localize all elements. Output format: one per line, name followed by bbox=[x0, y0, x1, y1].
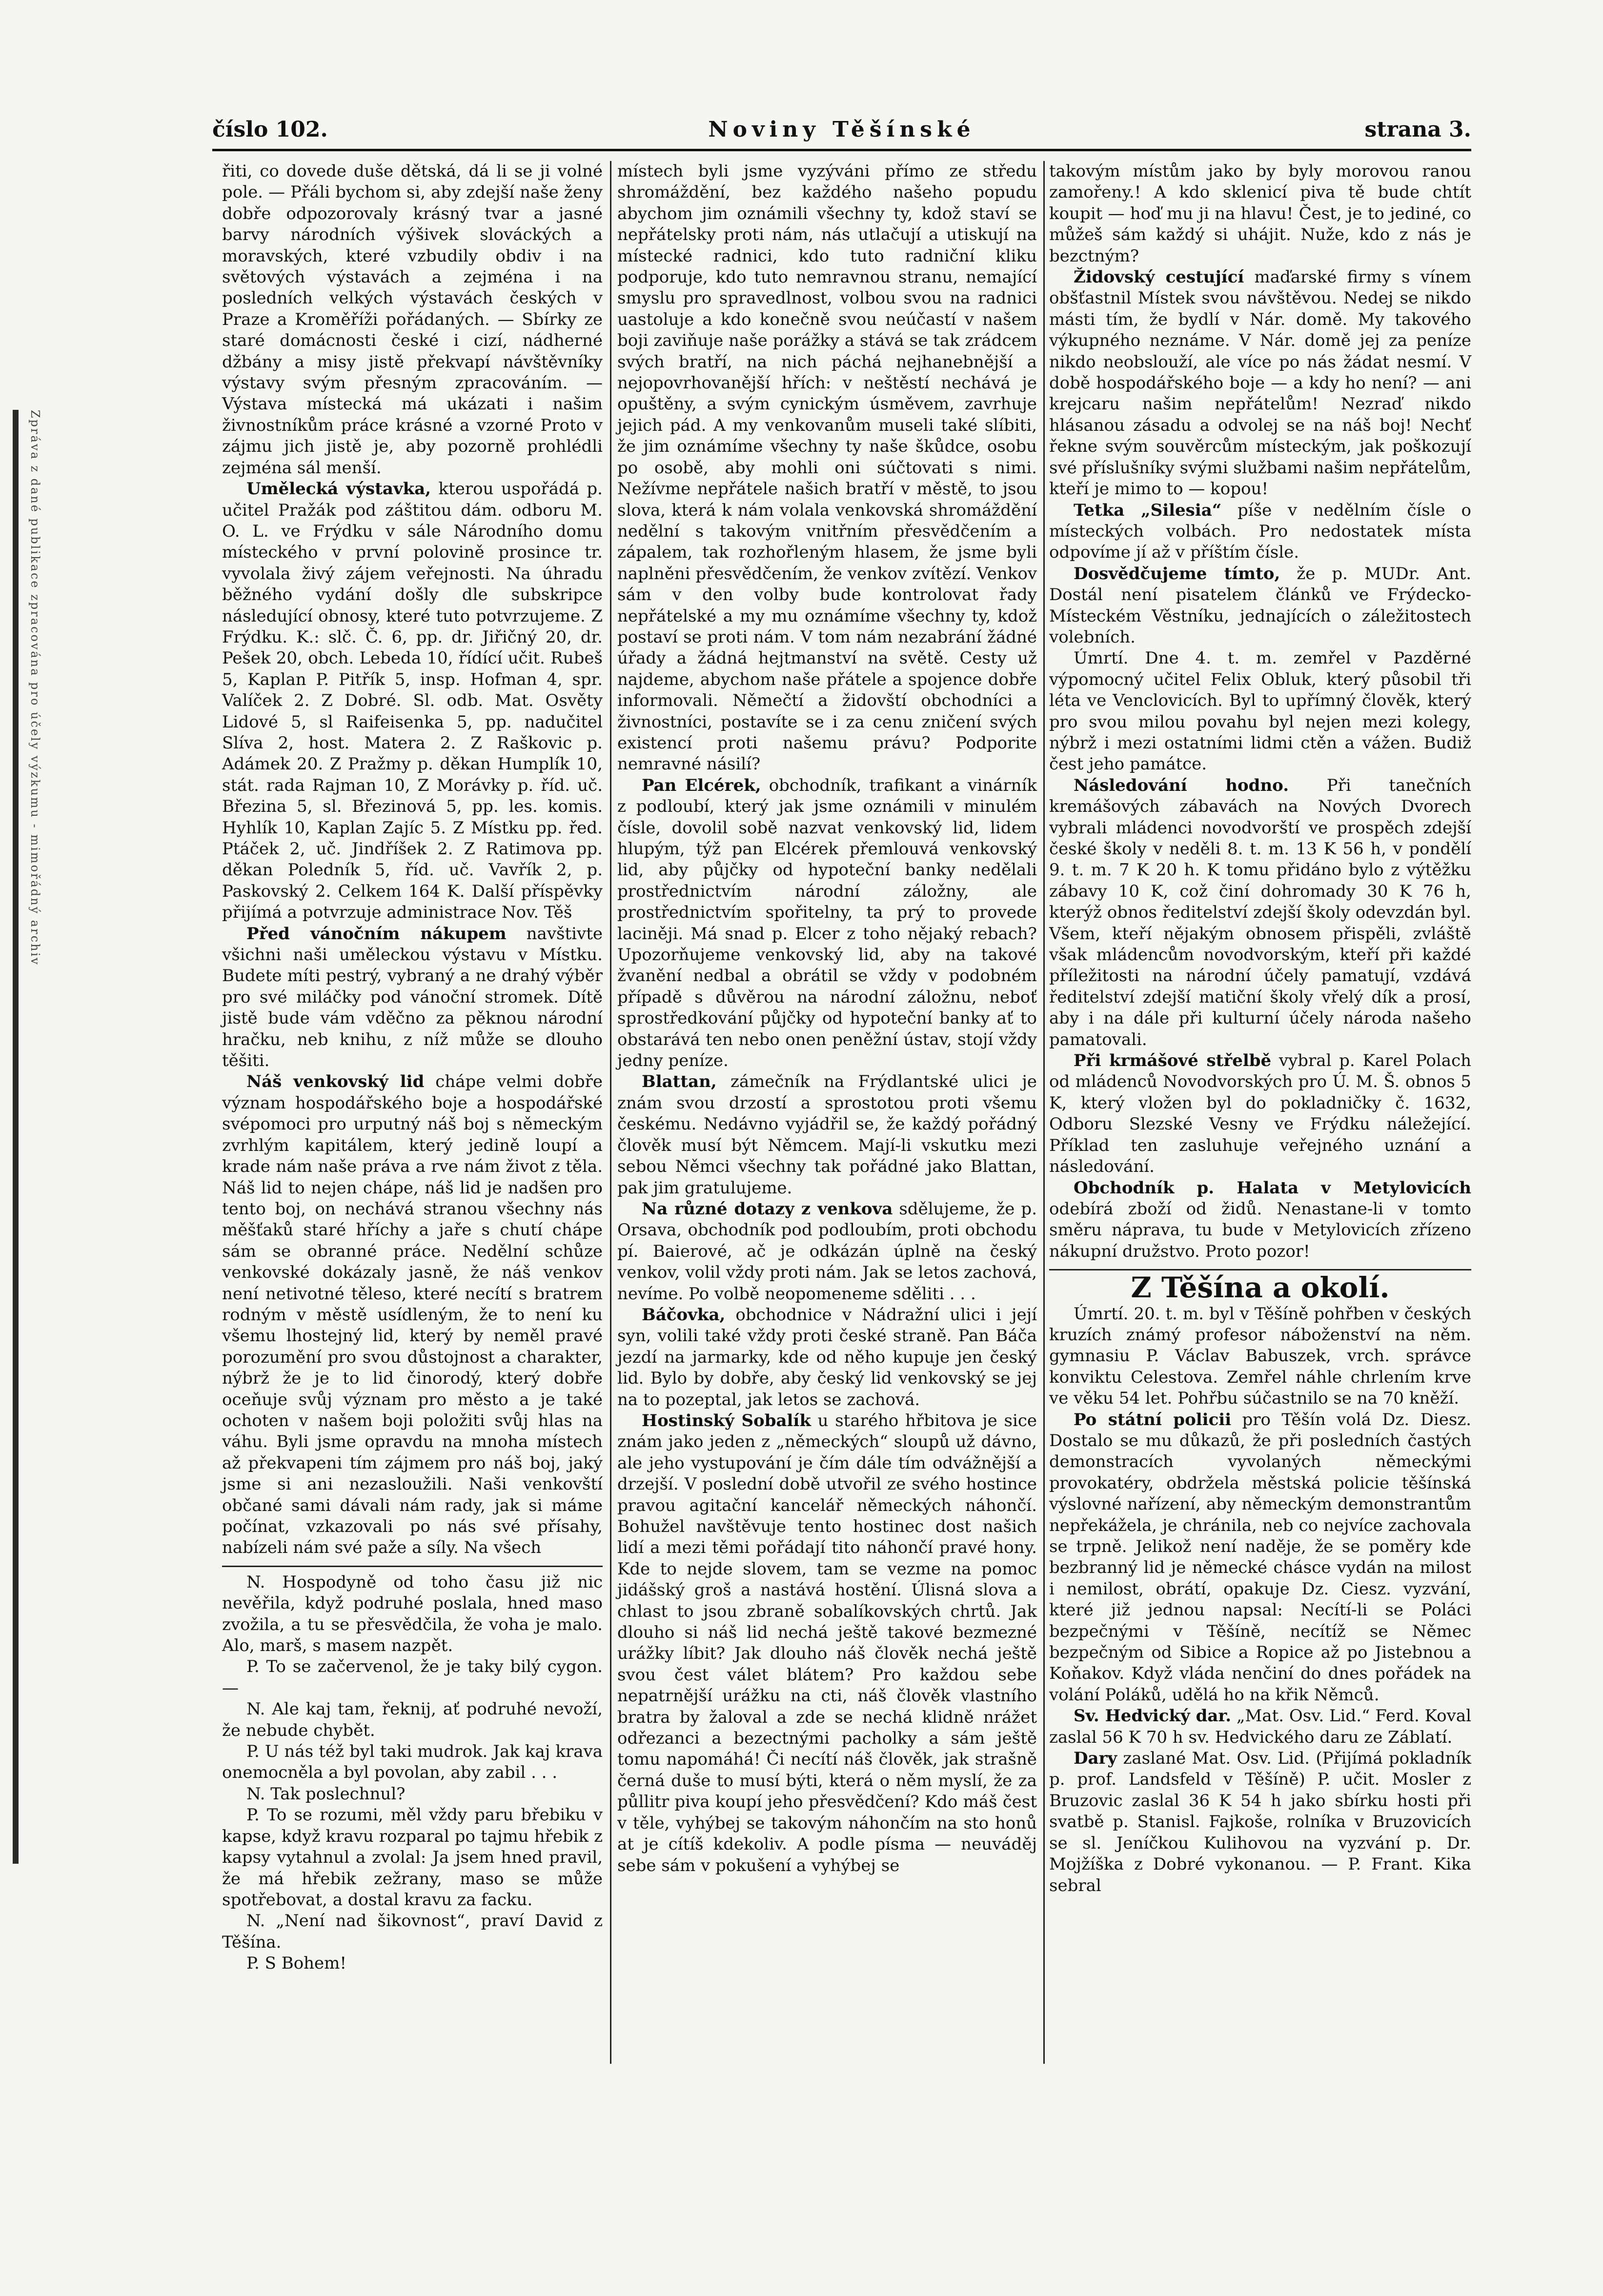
article-lead: Následování hodno. bbox=[1074, 775, 1289, 795]
article-lead: Náš venkovský lid bbox=[246, 1072, 425, 1092]
article-paragraph bbox=[1049, 1050, 1471, 1177]
article-lead: Umělecká výstavka, bbox=[246, 479, 431, 499]
article-lead: Hostinský Sobalík bbox=[642, 1410, 811, 1430]
article-text: maďarské firmy s vínem obšťastnil Místek svou návštěvou. Nedej se nikdo másti tím, že bydlí v Nár. domě. My takového výkupného neznáme. V Nár. domě jej za peníze nikdo neobslouží, ale více po nás žádat nesmí. V době hospodářského boje — a kdy ho není? — ani krejcaru našim nepřátelům! Nezraď nikdo hlásanou zásadu a odvolej se na náš boj! Nechť řekne svým souvěrcům místeckým, jak poškozují své příslušníky svými službami našim nepřátelům, kteří je mimo to — kopou! bbox=[1049, 267, 1471, 499]
margin-stamp-text: Zpráva z dané publikace zpracována pro účely výzkumu - mimořádný archiv bbox=[28, 410, 42, 966]
article-lead: Blattan, bbox=[642, 1072, 717, 1092]
column-3 bbox=[1049, 161, 1471, 1896]
header-rule bbox=[212, 149, 1471, 151]
article-lead: Obchodník p. Halata v Metylovicích bbox=[1074, 1178, 1471, 1198]
page-header bbox=[212, 117, 1471, 146]
article-text: místech byli jsme vyzýváni přímo ze středu shromáždění, bez každého našeho popudu abychom jim oznámili všechny ty, kdož staví se nepřátelsky proti nám, nás utlačují a utiskují na místecké radnici, kdo tuto radniční kliku podporuje, kdo tuto nemravnou stranu, nemající smyslu pro spravedlnost, volbou svou na radnici uastoluje a kdo konečně svou neúčastí v našem boji zaviňuje naše porážky a stává se tak zrádcem svých bratří, na nich páchá nejhanebnější a nejopovrhovanější hřích: v neštěstí nechává je opuštěny, a svým cynickým úsměvem, zavrhuje jejich pád. A my venkovanům museli také slíbiti, že jim oznámíme všechny ty naše škůdce, osobu po osobě, aby mohli oni súčtovati s nimi. Nežívme nepřátele našich bratří v městě, to jsou slova, která k nám volala venkovská shromáždění nedělní s takovým vnitřním přesvědčením a zápalem, tak rozhořleným hlasem, že jsme byli naplněni přesvědčením, že venkov zvítězí. Venkov sám v den volby bude kontrolovat řady nepřátelské a my mu oznámíme všechny ty, kdož postaví se proti nám. V tom nám nezabrání žádné úřady a žádná hejtmanství na světě. Cesty už najdeme, abychom naše přátele a spojence dobře informovali. Němečtí a židovští obchodníci a živnostníci, postavíte se i za cenu zničení svých existencí proti našemu právu? Podporite nemravné násilí? bbox=[617, 161, 1037, 774]
article-paragraph bbox=[1049, 267, 1471, 500]
article-paragraph bbox=[1049, 1706, 1471, 1748]
article-lead: Po státní policii bbox=[1074, 1410, 1232, 1430]
article-paragraph bbox=[1049, 775, 1471, 1050]
article-paragraph bbox=[617, 1410, 1037, 1876]
article-text: Při tanečních kremášových zábavách na Nových Dvorech vybrali mládenci novodvorští ve prospěch zdejší české školy v neděli 8. t. m. 13 K 56 h, v pondělí 9. t. m. 7 K 20 h. K tomu přidáno bylo z výtěžku zábavy 10 K, což činí dohromady 30 K 76 h, kterýž obnos ředitelství zdejší školy odevzdán byl. Všem, kteří nějakým obnosem přispěli, zvláště však mládencům novodvorským, kteří při každé příležitosti na národní účely pamatují, vzdává ředitelství zdejší matiční školy vřelý dík a prosí, aby i na dále při kulturní účely národa našeho pamatovali. bbox=[1049, 775, 1471, 1049]
article-text: „Mat. Osv. Lid.“ Ferd. Koval zaslal 56 K 70 h sv. Hedvického daru ze Záblatí. bbox=[1049, 1706, 1471, 1747]
article-paragraph bbox=[1049, 500, 1471, 564]
article-text: zámečník na Frýdlantské ulici je znám svou drzostí a sprostotou proti všemu českému. Nedávno vyjádřil se, že každý pořádný člověk musí být Němcem. Mají-li vskutku mezi sebou Němci všechny tak pořádné jako Blattan, pak jim gratulujeme. bbox=[617, 1072, 1037, 1198]
article-text: u starého hřbitova je sice znám jako jeden z „německých“ sloupů už dávno, ale jeho vystupování je čím dále tím odvážnější a drzejší. V poslední době utvořil ze svého hostince pravou agitační kancelář německých náhončí. Bohužel navštěvuje tento hostinec dost našich lidí a mezi těmi pořádají tito náhončí pravé hony. Kde to nejde slovem, tam se vezme na pomoc jidášský groš a nastává hostění. Úlisná slova a chlast to jsou zbraně sobalíkovských chrtů. Jak dlouho si náš lid nechá ještě takové bezmezné urážky líbit? Jak dlouho náš člověk nechá ještě svou čest válet blátem? Pro každou sebe nepatrnější urážku na cti, náš člověk vlastního bratra by žaloval a zde se nechá klidně nrážet odřezanci a bezectnými pacholky a sám ještě tomu napomáhá! Či necítí náš člověk, jak strašně černá duše to musí býti, která o něm myslí, že za půllitr piva koupí jeho přesvědčení? Kdo máš čest v těle, vyhýbej se takovým náhončím na sto honů at je cítíš kdekoliv. A podle písma — neuváděj sebe sám v pokušení a vyhýbej se bbox=[617, 1410, 1037, 1875]
article-text: odebírá zboží od židů. Nenastane-li v tomto směru náprava, tu bude v Metylovicích zřízeno nákupní družstvo. Proto pozor! bbox=[1049, 1199, 1471, 1261]
article-lead: Báčovka, bbox=[642, 1305, 726, 1325]
dialogue-line: N. Ale kaj tam, řeknij, ať podruhé nevoží, že nebude chybět. bbox=[222, 1699, 603, 1740]
article-paragraph bbox=[222, 1071, 603, 1558]
margin-bar bbox=[13, 410, 19, 1864]
article-paragraph bbox=[1049, 1410, 1471, 1706]
dialogue-signature: P. S Bohem! bbox=[246, 1954, 347, 1974]
article-text: vybral p. Karel Polach od mládenců Novodvorských pro Ú. M. Š. obnos 5 K, který vložen byl do pokladničky č. 1632, Odboru Slezské Vesny ve Frýdku náležející. Příklad ten zasluhuje veřejného uznání a následování. bbox=[1049, 1051, 1472, 1177]
column-divider-1 bbox=[610, 161, 611, 2064]
column-2 bbox=[617, 161, 1037, 1876]
article-lead: Před vánočním nákupem bbox=[246, 924, 507, 944]
article-paragraph bbox=[222, 479, 603, 924]
article-paragraph bbox=[617, 1071, 1037, 1198]
article-paragraph bbox=[617, 1199, 1037, 1305]
article-text: že p. MUDr. Ant. Dostál není pisatelem článků ve Frýdecko-Místeckém Věstníku, jednajících o záležitostech volebních. bbox=[1049, 564, 1471, 647]
article-lead: Sv. Hedvický dar. bbox=[1074, 1706, 1232, 1726]
article-lead: Při krmášové střelbě bbox=[1074, 1051, 1272, 1071]
article-text: pro Těšín volá Dz. Diesz. Dostalo se mu důkazů, že při posledních častých demonstracích vyvolaných německými provokatéry, obdržela městská policie těšínská výslovné nařízení, aby německým demonstrantům nepřekážela, je chránila, neb co nejvíce zachovala se trpně. Jelikož není naděje, že se poměry kde bezbranný lid je německé chásce vydán na milost i nemilost, obrátí, opakuje Dz. Ciesz. vyzvání, které již jednou napsal: Necítí-li se Poláci bezpečnými v Těšíně, necítíž se Němec bezpečným od Sibice a Ropice až po Jistebnou a Koňakov. Když vláda nenčiní do dnes pořádek na volání Poláků, udělá ho na křik Němců. bbox=[1049, 1410, 1471, 1705]
article-paragraph bbox=[1049, 1748, 1471, 1896]
column-divider-2 bbox=[1043, 161, 1045, 2064]
article-lead: Dosvědčujeme tímto, bbox=[1074, 564, 1280, 584]
article-text: sdělujeme, že p. Orsava, obchodník pod podloubím, proti obchodu pí. Baierové, ač je odkázán úplně na český venkov, volil vždy proti nám. Jak se letos zachová, nevíme. Po volbě neopomeneme sděliti . . . bbox=[617, 1199, 1037, 1304]
article-lead: Dary bbox=[1074, 1749, 1117, 1769]
article-text: Úmrtí. 20. t. m. byl v Těšíně pohřben v českých kruzích známý profesor náboženství na něm. gymnasiu P. Václav Babuszek, vrch. správce konviktu Celestova. Zemřel náhle chrlením krve ve věku 54 let. Pohřbu súčastnilo se na 70 kněží. bbox=[1049, 1304, 1471, 1409]
article-lead: Na různé dotazy z venkova bbox=[642, 1199, 893, 1219]
article-text: řiti, co dovede duše dětská, dá li se ji volné pole. — Přáli bychom si, aby zdejší naše ženy dobře odpozorovaly krásný tvar a jasné barvy národních výšivek slováckých a moravských, které vzbudily obdiv i na světových výstavách a zejména i na posledních velkých výstavách českých v Praze a Kroměříži pořádaných. — Sbírky ze staré domácnosti české i cizí, nádherné džbány a misy jistě překvapí návštěvníky výstavy svým přesným zpracováním. — Výstava místecká má ukázati i našim živnostníkům práce krásné a vzorné Proto v zájmu jich jistě je, aby pozorně prohlédli zejména sál menší. bbox=[222, 161, 603, 478]
article-text: píše v nedělním čísle o místeckých volbách. Pro nedostatek místa odpovíme jí až v příštím čísle. bbox=[1049, 500, 1471, 563]
newspaper-title: Noviny Těšínské bbox=[708, 117, 975, 142]
dialogue-line: N. Hospodyně od toho času již nic nevěřila, když podruhé poslala, hned maso zvožila, a tu se přesvědčila, že voha je malo. Alo, marš, s masem nazpět. bbox=[222, 1572, 603, 1656]
dialogue-line: P. U nás též byl taki mudrok. Jak kaj krava onemocněla a byl povolan, aby zabil . . . bbox=[222, 1742, 603, 1783]
article-text: zaslané Mat. Osv. Lid. (Přijímá pokladník p. prof. Landsfeld v Těšíně) P. učit. Mosler z Bruzovic zaslal 36 K 54 h jako sbírku hosti při svatbě p. Stanisl. Fajkoše, rolníka v Bruzovicích se sl. Jeníčkou Kulihovou na vyzvání p. Dr. Mojžíška z Dobré vykonanou. — P. Frant. Kika sebral bbox=[1049, 1749, 1471, 1895]
article-text: takovým místům jako by byly morovou ranou zamořeny.! A kdo sklenicí piva tě bude chtít koupit — hoď mu ji na hlavu! Čest, je to jediné, co můžeš sám každý si uhájit. Nuže, kdo z nás je bezctným? bbox=[1049, 161, 1471, 266]
issue-number: číslo 102. bbox=[212, 117, 328, 142]
dialogue-line: N. „Není nad šikovnost“, praví David z Těšína. bbox=[222, 1911, 603, 1952]
dialogue-line: P. To se rozumi, měl vždy paru břebiku v kapse, když kravu rozparal po tajmu hřebik z kapsy vytahnul a zvolal: Ja jsem hned pravil, že má hřebik zežrany, maso se může spotřebovat, a dostal kravu za facku. bbox=[222, 1805, 603, 1910]
article-lead: Pan Elcérek, bbox=[642, 775, 761, 795]
article-text: Úmrtí. Dne 4. t. m. zemřel v Pazděrné výpomocný učitel Felix Obluk, který působil tři léta ve Venclovicích. Byl to upřímný člověk, který pro svou milou povahu byl nejen mezi kolegy, nýbrž i mezi ostatními lidmi ctěn a vážen. Budiž čest jeho památce. bbox=[1049, 648, 1471, 774]
section-heading: Z Těšína a okolí. bbox=[1131, 1271, 1390, 1305]
article-paragraph bbox=[1049, 564, 1471, 648]
margin-stamp bbox=[11, 410, 45, 1864]
article-text: chápe velmi dobře význam hospodářského boje a hospodářské svépomoci pro urputný náš boj s německým zvrhlým kapitálem, který jedině loupí a krade nám naše práva a rve nám život z těla. Náš lid to nejen chápe, náš lid je nadšen pro tento boj, on nechává stranou všechny nás měšťaků staré hříchy a jaře s chutí chápe sám se obranné práce. Nedělní schůze venkovské dokázaly jasně, že náš venkov není netivotné těleso, které necítí s bratrem rodným v městě usídleným, že to není ku všemu lhostejný lid, který by neměl pravé porozumění pro svou důstojnost a charakter, nýbrž že je to lid činorodý, který dobře oceňuje svůj význam pro město a je také ochoten v našem boji položiti svůj hlas na váhu. Byli jsme opravdu na mnoha místech až překvapeni tím zájmem pro náš boj, jaký jsme si ani nezasloužili. Naši venkovští občané sami dávali nám rady, jak si máme počínat, vzkazovali po nás své přísahy, nabízeli nám své paže a síly. Na všech bbox=[222, 1072, 603, 1558]
article-text: obchodník, trafikant a vinárník z podloubí, který jak jsme oznámili v minulém čísle, dovolil sobě nazvat venkovský lid, lidem hlupým, týž pan Elcérek přemlouvá venkovský lid, aby půjčky od hypoteční banky nedělali prostřednictvím národní záložny, ale prostřednictvím spořitelny, ta prý to provede laciněji. Má snad p. Elcer z toho nějaký rebach? Upozorňujeme venkovský lid, aby na takové žvanění nedbal a obrátil se vždy v podobném případě s důvěrou na národní záložnu, neboť sprostředkování půjčky od hypoteční banky ať to obstarává ten nebo onen peněžní ústav, stojí vždy jedny peníze. bbox=[617, 775, 1037, 1071]
dialogue-line: P. To se začervenol, že je taky bilý cygon. — bbox=[222, 1657, 603, 1698]
article-lead: Židovský cestující bbox=[1074, 267, 1244, 287]
section-divider bbox=[1049, 1269, 1471, 1270]
article-paragraph bbox=[1049, 1178, 1471, 1263]
article-lead: Tetka „Silesia“ bbox=[1074, 500, 1222, 520]
article-paragraph bbox=[617, 1305, 1037, 1410]
article-text: navštivte všichni naši uměleckou výstavu v Místku. Budete míti pestrý, vybraný a ne drahý výběr pro své miláčky pod vánoční stromek. Dítě jistě bude vám vděčno za pěknou národní hračku, neb knihu, z níž může se dlouho těšiti. bbox=[222, 924, 603, 1071]
page-number: strana 3. bbox=[1364, 117, 1471, 142]
article-text: kterou uspořádá p. učitel Pražák pod záštitou dám. odboru M. O. L. ve Frýdku v sále Národního domu místeckého v první polovině prosince tr. vyvolala živý zájem veřejnosti. Na úhradu běžného vydání došly dle subskripce následující obnosy, které tuto potvrzujeme. Z Frýdku. K.: slč. Č. 6, pp. dr. Jiřičný 20, dr. Pešek 20, obch. Lebeda 10, řídící učit. Rubeš 5, Kaplan P. Pitřík 5, insp. Hofman 4, spr. Valíček 2. Z Dobré. Sl. odb. Mat. Osvěty Lidové 5, sl Raifeisenka 5, pp. nadučitel Slíva 2, host. Matera 2. Z Raškovic p. Adámek 20. Z Pražmy p. děkan Humplík 10, stát. rada Rajman 10, Z Morávky p. říd. uč. Březina 5, sl. Březinová 5, pp. les. komis. Hyhlík 10, Kaplan Zajíc 5. Z Místku pp. řed. Ptáček 2, uč. Jindříšek 2. Z Ratimova pp. děkan Poledník 5, říd. uč. Vavřík 2, p. Paskovský 2. Celkem 164 K. Další příspěvky přijímá a potvrzuje administrace Nov. Těš bbox=[222, 479, 603, 923]
article-text: obchodnice v Nádražní ulici i její syn, volili také vždy proti české straně. Pan Báča jezdí na jarmarky, kde od něho kupuje jen český lid. Bylo by dobře, aby český lid venkovský se jej na to pozeptal, jak letos se zachová. bbox=[617, 1305, 1037, 1410]
article-paragraph bbox=[617, 775, 1037, 1072]
column-1 bbox=[222, 161, 603, 1974]
section-divider bbox=[222, 1566, 603, 1567]
dialogue-line: N. Tak poslechnul? bbox=[246, 1784, 406, 1804]
article-paragraph bbox=[222, 924, 603, 1072]
